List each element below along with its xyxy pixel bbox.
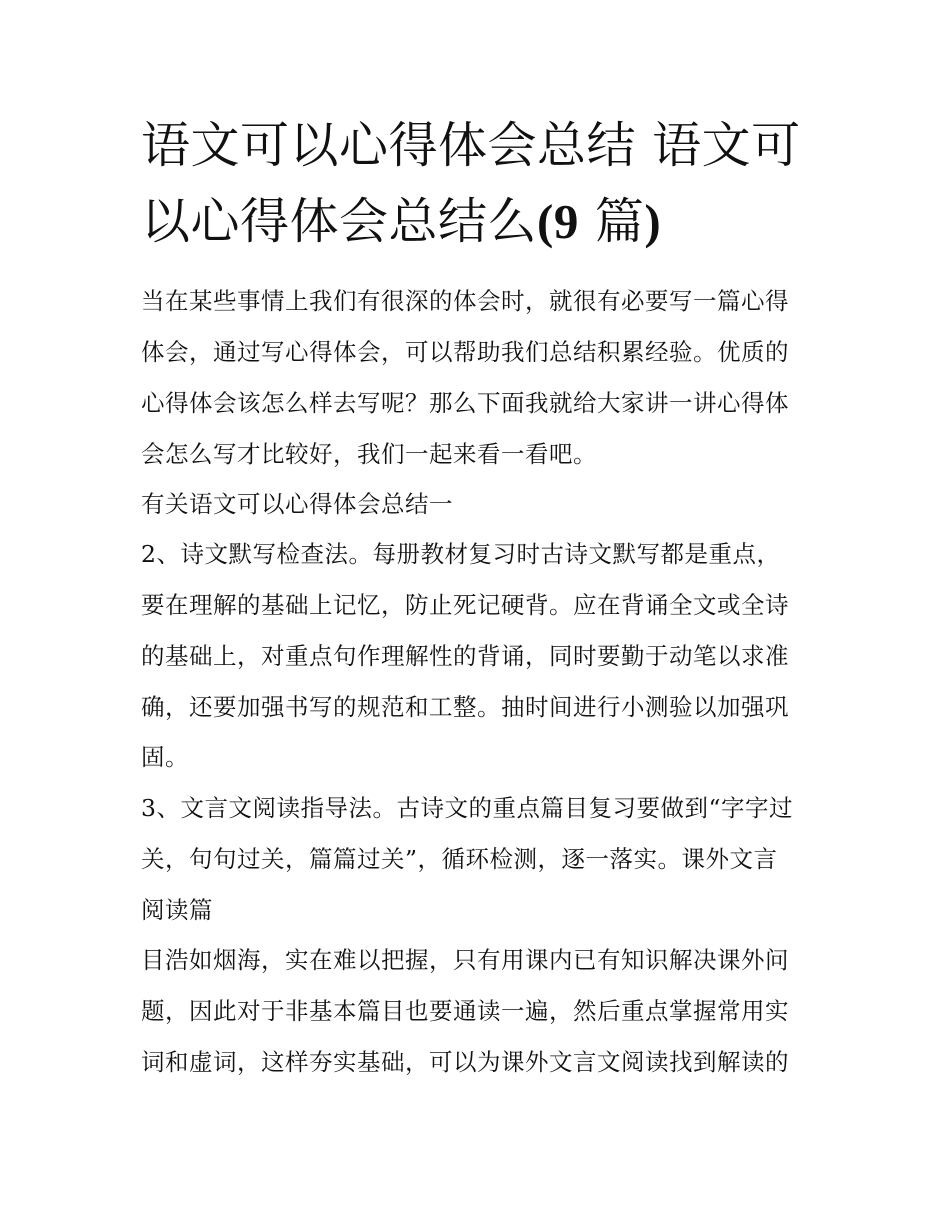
body-line: 阅读篇 — [141, 896, 213, 924]
body-line: 词和虚词，这样夯实基础，可以为课外文言文阅读找到解读的 — [141, 1048, 789, 1076]
body-line: 题，因此对于非基本篇目也要通读一遍，然后重点掌握常用实 — [141, 997, 789, 1025]
body-line: 体会，通过写心得体会，可以帮助我们总结积累经验。优质的 — [141, 338, 789, 366]
title-count-unit: 篇 — [578, 193, 645, 250]
body-line: 目浩如烟海，实在难以把握，只有用课内已有知识解决课外问 — [141, 946, 789, 974]
body-line: 关，句句过关，篇篇过关”，循环检测，逐一落实。课外文言 — [141, 845, 778, 873]
section-heading: 有关语文可以心得体会总结一 — [141, 490, 453, 518]
body-line: 要在理解的基础上记忆，防止死记硬背。应在背诵全文或全诗 — [141, 591, 789, 619]
body-line: 心得体会该怎么样去写呢？那么下面我就给大家讲一讲心得体 — [141, 389, 789, 417]
body-line: 3、文言文阅读指导法。古诗文的重点篇目复习要做到“字字过 — [141, 794, 793, 822]
body-line: 的基础上，对重点句作理解性的背诵，同时要勤于动笔以求准 — [141, 642, 789, 670]
title-count-close: ) — [644, 194, 662, 249]
body-line: 2、诗文默写检查法。每册教材复习时古诗文默写都是重点， — [141, 540, 781, 568]
title-text-2: 以心得体会总结么 — [141, 193, 538, 250]
title-text-1: 语文可以心得体会总结 语文可 — [141, 117, 801, 174]
title-count-open: (9 — [537, 194, 579, 249]
document-title-line-1 — [141, 116, 801, 176]
body-line: 当在某些事情上我们有很深的体会时，就很有必要写一篇心得 — [141, 287, 789, 315]
body-line: 固。 — [141, 743, 189, 771]
body-line: 会怎么写才比较好，我们一起来看一看吧。 — [141, 440, 597, 468]
document-title-line-2 — [141, 192, 661, 252]
body-line: 确，还要加强书写的规范和工整。抽时间进行小测验以加强巩 — [141, 693, 789, 721]
